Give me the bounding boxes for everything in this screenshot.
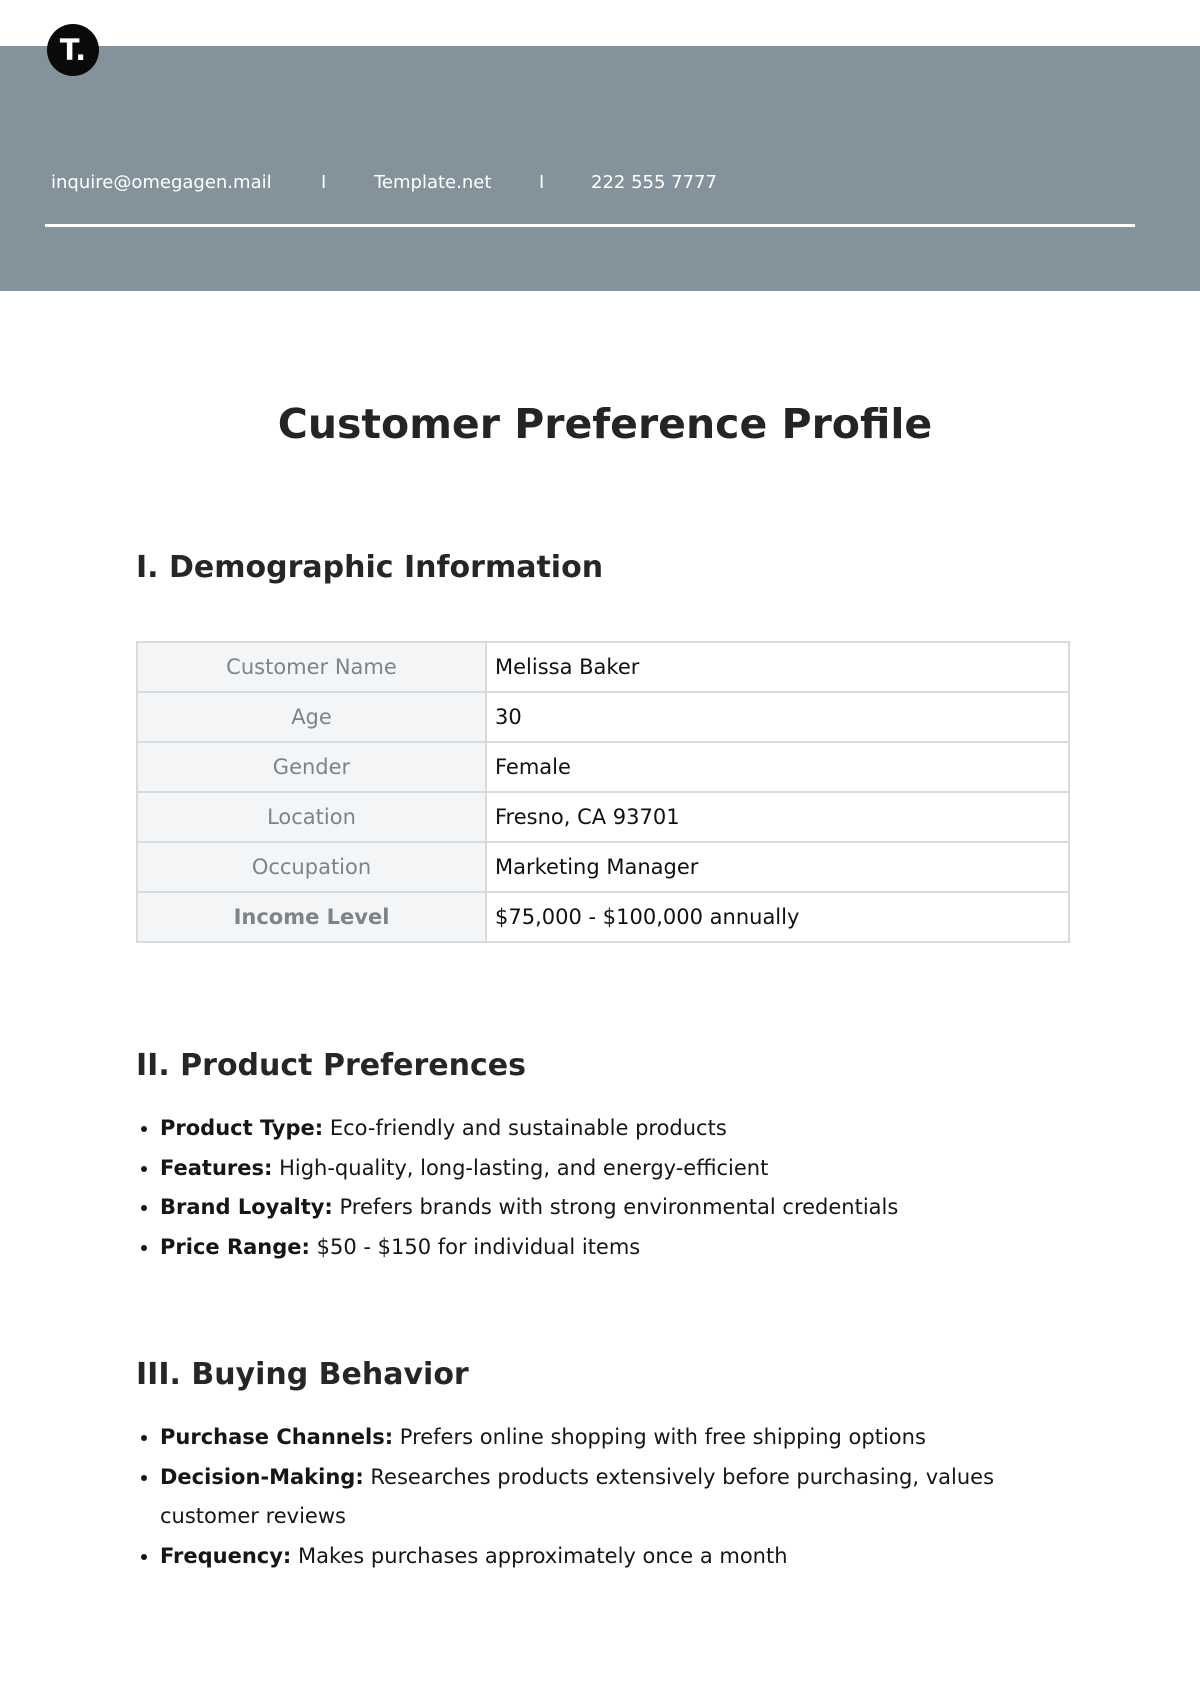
contact-phone: 222 555 7777: [591, 172, 717, 193]
section-heading-product-preferences: II. Product Preferences: [136, 1048, 526, 1083]
item-term: Decision-Making:: [160, 1464, 364, 1489]
item-text: Eco-friendly and sustainable products: [323, 1116, 727, 1140]
item-text: Makes purchases approximately once a month: [291, 1543, 788, 1568]
header-banner: [0, 46, 1200, 291]
demographics-table: [136, 641, 1070, 943]
header-divider: [45, 224, 1135, 227]
table-row: [137, 842, 1069, 892]
contact-email[interactable]: inquire@omegagen.mail: [51, 172, 272, 193]
row-label: Customer Name: [137, 642, 486, 692]
item-term: Price Range:: [160, 1234, 310, 1259]
list-item: [160, 1109, 1060, 1149]
row-value: 30: [486, 692, 1069, 742]
table-row: [137, 792, 1069, 842]
item-term: Frequency:: [160, 1543, 292, 1568]
list-item: [160, 1418, 1060, 1458]
brand-logo: [47, 24, 99, 76]
item-term: Product Type:: [160, 1116, 324, 1140]
logo-text: T.: [59, 32, 87, 67]
row-label: Gender: [137, 742, 486, 792]
section-heading-buying-behavior: III. Buying Behavior: [136, 1357, 469, 1392]
table-row: [137, 742, 1069, 792]
row-label: Income Level: [137, 892, 486, 942]
contact-website[interactable]: Template.net: [374, 172, 492, 193]
row-label: Location: [137, 792, 486, 842]
row-value: $75,000 - $100,000 annually: [486, 892, 1069, 942]
contact-separator: I: [539, 172, 545, 193]
buying-behavior-list: [138, 1418, 1060, 1576]
row-label: Occupation: [137, 842, 486, 892]
document-title: Customer Preference Profile: [277, 400, 933, 448]
row-label: Age: [137, 692, 486, 742]
list-item: [160, 1228, 1060, 1268]
list-item: [160, 1458, 1060, 1537]
table-row: [137, 642, 1069, 692]
item-text: Prefers online shopping with free shipping options: [393, 1425, 926, 1449]
item-term: Brand Loyalty:: [160, 1195, 333, 1219]
product-preferences-list: [138, 1109, 1060, 1267]
item-text: $50 - $150 for individual items: [309, 1234, 641, 1259]
row-value: Female: [486, 742, 1069, 792]
row-value: Marketing Manager: [486, 842, 1069, 892]
contact-separator: I: [321, 172, 327, 193]
list-item: [160, 1149, 1060, 1189]
item-term: Purchase Channels:: [160, 1425, 394, 1449]
item-term: Features:: [160, 1155, 273, 1180]
section-heading-demographics: I. Demographic Information: [136, 550, 604, 585]
table-row: [137, 692, 1069, 742]
table-row: [137, 892, 1069, 942]
list-item: [160, 1537, 1060, 1577]
row-value: Fresno, CA 93701: [486, 792, 1069, 842]
list-item: [160, 1188, 1060, 1228]
row-value: Melissa Baker: [486, 642, 1069, 692]
item-text: Prefers brands with strong environmental credentials: [332, 1195, 899, 1219]
item-text: High-quality, long-lasting, and energy-efficient: [272, 1155, 769, 1180]
item-text: Researches products extensively before purchasing, values customer reviews: [160, 1464, 995, 1528]
